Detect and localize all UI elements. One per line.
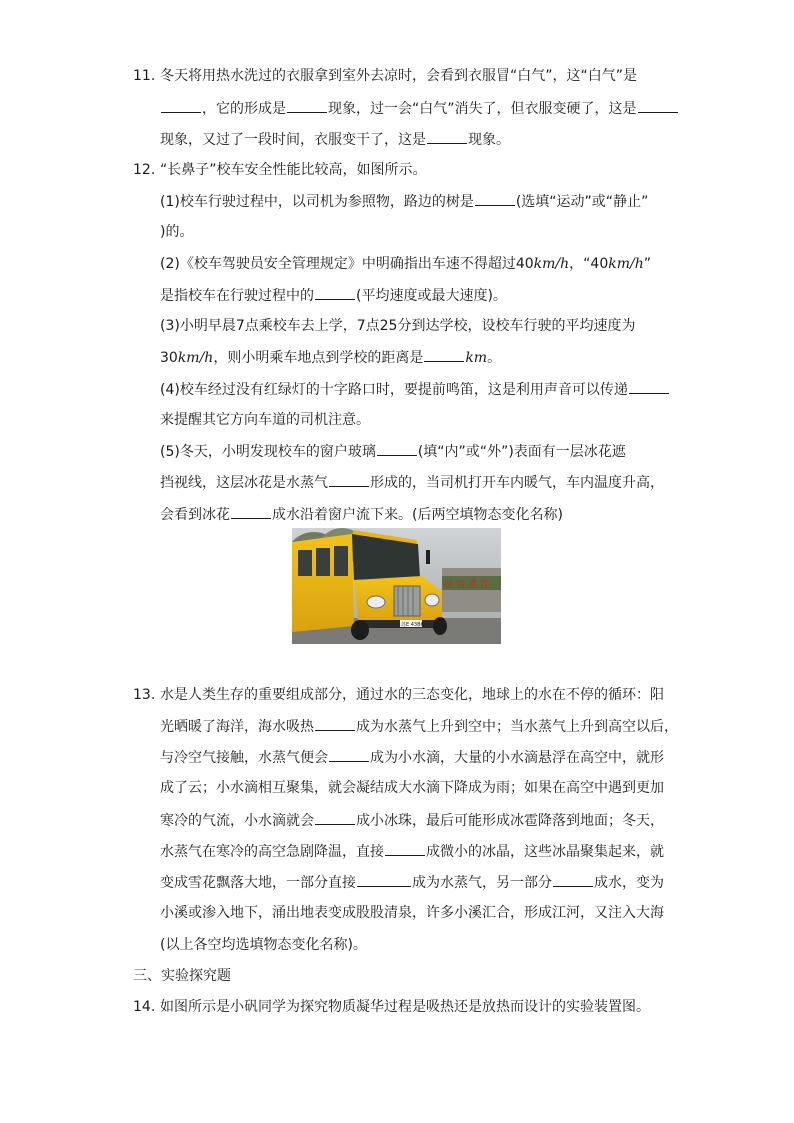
q13-text-7b: 成为水蒸气，另一部分 <box>412 875 552 891</box>
question-13-line-9 <box>160 934 367 956</box>
answer-blank[interactable] <box>424 346 464 362</box>
q12-p2-text-d: 是指校车在行驶过程中的 <box>160 288 314 304</box>
question-12-part-1-cont <box>160 221 193 243</box>
q12-p2-text-a: (2)《校车驾驶员安全管理规定》中明确指出车速不得超过40 <box>160 256 534 272</box>
answer-blank[interactable] <box>161 97 201 113</box>
school-bus-photo <box>292 528 501 644</box>
question-13-line-1 <box>160 684 664 706</box>
question-13-line-8 <box>160 902 664 924</box>
q13-text-8: 小溪或渗入地下，涌出地表变成股股清泉，许多小溪汇合，形成江河，又注入大海 <box>160 905 664 921</box>
answer-blank[interactable] <box>385 840 425 856</box>
question-12-part-1 <box>160 190 648 212</box>
q12-p1-text-b: (选填“运动”或“静止” <box>515 194 649 210</box>
q13-text-1: 水是人类生存的重要组成部分，通过水的三态变化，地球上的水在不停的循环：阳 <box>160 687 664 703</box>
question-12-part-2-cont <box>160 284 507 306</box>
q14-text-1: 如图所示是小矾同学为探究物质凝华过程是吸热还是放热而设计的实验装置图。 <box>160 999 650 1015</box>
question-12-part-5 <box>160 440 626 462</box>
q12-p5-text-d: 形成的，当司机打开车内暖气，车内温度升高， <box>370 475 664 491</box>
answer-blank[interactable] <box>553 871 593 887</box>
section-3-heading: 三、实验探究题 <box>133 968 231 984</box>
q12-p5-text-a: (5)冬天，小明发现校车的窗户玻璃 <box>160 444 376 460</box>
question-12-part-4 <box>160 378 670 400</box>
q13-text-4: 成了云；小水滴相互聚集，就会凝结成大水滴下降成为雨；如果在高空中遇到更加 <box>160 780 664 796</box>
answer-blank[interactable] <box>315 284 355 300</box>
q13-text-7a: 变成雪花飘落大地，一部分直接 <box>160 875 356 891</box>
question-13-line-2 <box>160 715 678 737</box>
question-13-line-6 <box>160 840 664 862</box>
question-12-line-1 <box>160 159 427 181</box>
q13-text-5b: 成小冰珠，最后可能形成冰雹降落到地面；冬天， <box>356 813 664 829</box>
question-12-part-4-cont <box>160 409 370 431</box>
q12-p3-unit-2: km <box>465 350 488 366</box>
q12-p3-unit: km/h <box>177 350 214 366</box>
question-14-number: 14. <box>133 999 156 1015</box>
q13-text-3a: 与冷空气接触，水蒸气便会 <box>160 750 328 766</box>
question-14-line-1 <box>160 996 650 1018</box>
q12-p4-text-a: (4)校车经过没有红绿灯的十字路口时，要提前鸣笛，这是利用声音可以传递 <box>160 382 628 398</box>
question-13-line-5 <box>160 809 664 831</box>
q12-intro: “长鼻子”校车安全性能比较高，如图所示。 <box>160 162 427 178</box>
q12-p3-text-b: 30 <box>160 350 178 366</box>
q13-text-2a: 光晒暖了海洋，海水吸热 <box>160 719 314 735</box>
question-11-line-2 <box>160 97 679 119</box>
answer-blank[interactable] <box>329 746 369 762</box>
q12-p5-text-c: 挡视线，这层冰花是水蒸气 <box>160 475 328 491</box>
q11-text-3a: 现象，又过了一段时间，衣服变干了，这是 <box>160 132 426 148</box>
q12-p4-text-b: 来提醒其它方向车道的司机注意。 <box>160 412 370 428</box>
sign-text: 绿 情 意 吉 <box>444 580 489 590</box>
q12-p3-text-d: 。 <box>487 350 502 366</box>
q13-text-6a: 水蒸气在寒冷的高空急剧降温，直接 <box>160 844 384 860</box>
question-12-part-3 <box>160 315 635 337</box>
q12-p2-text-c: ” <box>643 256 651 272</box>
answer-blank[interactable] <box>357 871 411 887</box>
question-13-line-4 <box>160 777 664 799</box>
q12-p5-text-b: (填“内”或“外”)表面有一层冰花遮 <box>417 444 626 460</box>
q12-p2-unit-2: km/h <box>608 256 644 272</box>
q13-text-2b: 成为水蒸气上升到空中；当水蒸气上升到高空以后， <box>356 719 678 735</box>
q11-text-2a: ，它的形成是 <box>202 101 286 117</box>
q11-text-3b: 现象。 <box>468 132 510 148</box>
answer-blank[interactable] <box>287 97 327 113</box>
q12-p5-text-e: 会看到冰花 <box>160 507 230 523</box>
q12-p1-text-c: )的。 <box>160 224 194 240</box>
q12-p3-text-a: (3)小明早晨7点乘校车去上学，7点25分到达学校，设校车行驶的平均速度为 <box>160 318 636 334</box>
question-11-number: 11. <box>133 68 156 84</box>
question-12-number: 12. <box>133 162 156 178</box>
q13-text-3b: 成为小水滴，大量的小水滴悬浮在高空中，就形 <box>370 750 664 766</box>
answer-blank[interactable] <box>231 503 271 519</box>
answer-blank[interactable] <box>427 128 467 144</box>
answer-blank[interactable] <box>329 471 369 487</box>
school-bus-illustration <box>292 528 501 644</box>
question-12-part-5-cont <box>160 471 664 493</box>
q13-text-9: (以上各空均选填物态变化名称)。 <box>160 937 367 953</box>
question-13-line-3 <box>160 746 664 768</box>
q12-p2-text-e: (平均速度或最大速度)。 <box>356 288 507 304</box>
license-plate: 苏E 43B6 <box>401 622 424 628</box>
answer-blank[interactable] <box>638 97 678 113</box>
q13-text-7c: 成水，变为 <box>594 875 664 891</box>
q12-p1-text-a: (1)校车行驶过程中，以司机为参照物，路边的树是 <box>160 194 474 210</box>
q11-text-1: 冬天将用热水洗过的衣服拿到室外去凉时，会看到衣服冒“白气”，这“白气”是 <box>160 68 638 84</box>
q11-text-2b: 现象，过一会“白气”消失了，但衣服变硬了，这是 <box>328 101 637 117</box>
answer-blank[interactable] <box>475 190 515 206</box>
question-11-line-3 <box>160 128 510 150</box>
question-12-part-2 <box>160 253 651 275</box>
question-12-part-3-cont <box>160 346 501 368</box>
answer-blank[interactable] <box>315 809 355 825</box>
question-12-part-5-cont-2 <box>160 503 563 525</box>
q13-text-6b: 成微小的冰晶，这些冰晶聚集起来，就 <box>426 844 664 860</box>
answer-blank[interactable] <box>315 715 355 731</box>
q12-p2-unit: km/h <box>533 256 570 272</box>
q12-p2-text-b: ，“40 <box>569 256 609 272</box>
q13-text-5a: 寒冷的气流，小水滴就会 <box>160 813 314 829</box>
question-13-line-7 <box>160 871 664 893</box>
answer-blank[interactable] <box>377 440 417 456</box>
question-11-line-1 <box>160 65 637 87</box>
q12-p5-text-f: 成水沿着窗户流下来。(后两空填物态变化名称) <box>272 507 563 523</box>
question-13-number: 13. <box>133 687 156 703</box>
answer-blank[interactable] <box>629 378 669 394</box>
q12-p3-text-c: ，则小明乘车地点到学校的距离是 <box>213 350 424 366</box>
